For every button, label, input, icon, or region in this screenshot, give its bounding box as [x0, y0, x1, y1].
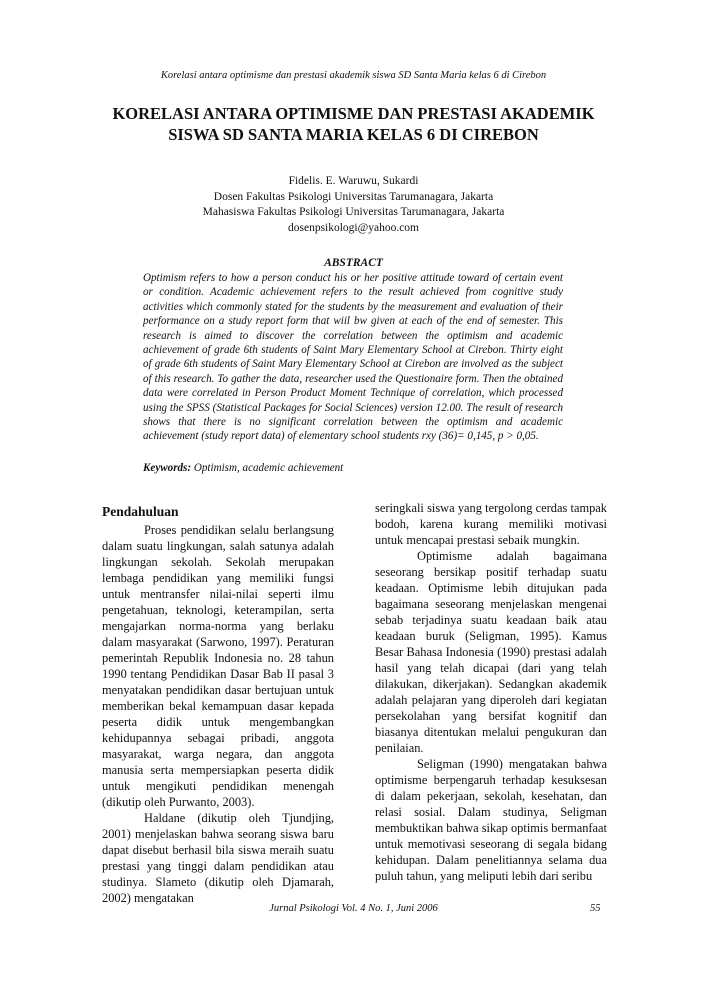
keywords-label: Keywords: — [143, 462, 192, 474]
author-names: Fidelis. E. Waruwu, Sukardi — [288, 175, 419, 187]
right-column — [375, 500, 607, 884]
page-number: 55 — [590, 903, 601, 914]
author-block — [100, 174, 607, 236]
paper-title — [80, 103, 627, 145]
keywords — [143, 462, 563, 474]
left-paragraph-2: Haldane (dikutip oleh Tjundjing, 2001) menjelaskan bahwa seorang siswa baru dapat disebut berhasil bila siswa meraih suatu prestasi yang tinggi dalam pendidikan atau studinya. Slameto (dikutip oleh Djamarah, 2002) mengatakan — [102, 811, 334, 905]
left-paragraph-1: Proses pendidikan selalu berlangsung dalam suatu lingkungan, salah satunya adalah lingkungan sekolah. Sekolah merupakan lembaga pendidikan yang memiliki fungsi untuk mentransfer nilai-nilai seperti ilmu pengetahuan, teknologi, keterampilan, serta mengajarkan norma-norma yang berlaku dalam masyarakat (Sarwono, 1997). Peraturan pemerintah Republik Indonesia no. 28 tahun 1990 tentang Pendidikan Dasar Bab II pasal 3 menyatakan pendidikan dasar bertujuan untuk memberikan bekal kemampuan dasar kepada peserta didik untuk mengembangkan kehidupannya sebagai pribadi, anggota masyarakat, warga negara, dan anggota manusia serta mempersiapkan peserta didik untuk mengikuti pendidikan menengah (dikutip oleh Purwanto, 2003). — [102, 523, 334, 809]
right-paragraph-1: seringkali siswa yang tergolong cerdas tampak bodoh, karena kurang memiliki motivasi untuk mencapai prestasi sebaik mungkin. — [375, 501, 607, 547]
keywords-text: Optimism, academic achievement — [191, 462, 344, 474]
abstract-heading: ABSTRACT — [324, 257, 383, 269]
author-affiliation-1: Dosen Fakultas Psikologi Universitas Tarumanagara, Jakarta — [213, 190, 494, 203]
title-line-2: SISWA SD SANTA MARIA KELAS 6 DI CIREBON — [168, 125, 539, 144]
right-paragraph-2: Optimisme adalah bagaimana seseorang bersikap positif terhadap suatu keadaan. Optimisme lebih ditujukan pada bagaimana seseorang menjelaskan mengenai sebab terjadinya suatu keadaan baik atau keadaan buruk (Seligman, 1995). Kamus Besar Bahasa Indonesia (1990) prestasi adalah hasil yang telah dicapai (dari yang telah dilakukan, dikerjakan). Sedangkan akademik adalah pelajaran yang diperoleh dari kegiatan persekolahan yang bersifat kognitif dan biasanya ditentukan melalui pengukuran dan penilaian. — [375, 549, 607, 755]
right-paragraph-3: Seligman (1990) mengatakan bahwa optimisme berpengaruh terhadap kesuksesan di dalam pekerjaan, sekolah, kesehatan, dan relasi sosial. Dalam studinya, Seligman membuktikan bahwa sikap optimis bermanfaat untuk memotivasi seseorang di segala bidang kehidupan. Dalam penelitiannya selama dua puluh tahun, yang meliputi lebih dari seribu — [375, 757, 607, 883]
left-column — [102, 503, 334, 906]
journal-footer: Jurnal Psikologi Vol. 4 No. 1, Juni 2006 — [269, 903, 438, 914]
abstract-body: Optimism refers to how a person conduct his or her positive attitude toward of certain event or condition. Academic achievement refers to the result achieved from cognitive study activities which commonly stated for the students by the measurement and evaluation of their performance on a study report form that wiil bw given at each of the end of semester. This research is aimed to discover the correlation between the optimism and academic achievement of grade 6th students of Saint Mary Elementary School at Cirebon. Thirty eight of grade 6th students of Saint Mary Elementary School at Cirebon are involved as the subject of this research. To gather the data, researcher used the Questionaire form. Then the obtained data were correlated in Person Product Moment Technique of correlation, which processed using the SPSS (Statistical Packages for Social Sciences) version 12.00. The result of research shows that there is no significant correlation between the optimism and academic achievement (study report data) of elementary school students rxy (36)= 0,145, p > 0,05. — [143, 272, 563, 443]
author-affiliation-2: Mahasiswa Fakultas Psikologi Universitas Tarumanagara, Jakarta — [202, 206, 505, 218]
running-head: Korelasi antara optimisme dan prestasi akademik siswa SD Santa Maria kelas 6 di Cirebon — [160, 70, 547, 81]
section-heading: Pendahuluan — [102, 504, 179, 519]
title-line-1: KORELASI ANTARA OPTIMISME DAN PRESTASI AKADEMIK — [112, 104, 595, 123]
author-email: dosenpsikologi@yahoo.com — [287, 221, 419, 234]
